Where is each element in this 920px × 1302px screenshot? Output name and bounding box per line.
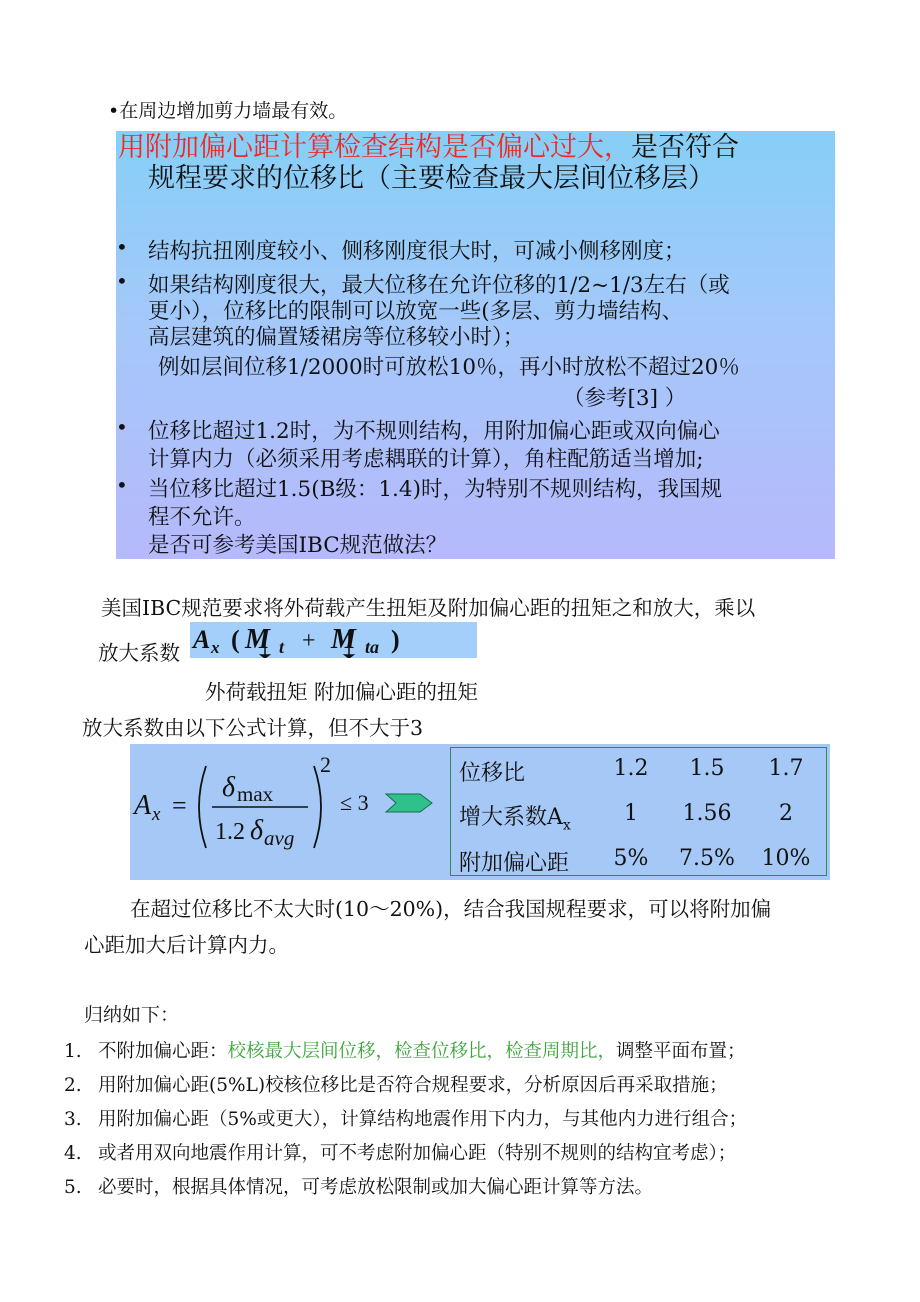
list-item — [64, 1105, 747, 1131]
factor-sentence: 放大系数由以下公式计算，但不大于3 — [82, 716, 424, 740]
table-cell: 10% — [761, 846, 811, 871]
table-cell: 1.7 — [768, 756, 804, 781]
slide-bullet-2-line1: 如果结构刚度很大，最大位移在允许位移的1/2~1/3左右（或 — [148, 273, 730, 298]
list-text-tail: 调整平面布置； — [616, 1041, 746, 1062]
bullet-marker: • — [116, 269, 128, 293]
table-cell: 1.2 — [613, 756, 649, 781]
ax-A: A — [134, 790, 152, 821]
displacement-ratio-table — [450, 747, 827, 876]
chevron-arrow-icon — [386, 794, 432, 812]
den-coef: 1.2 — [215, 819, 245, 845]
table-cell: 1.56 — [682, 801, 732, 826]
table-cell: 2 — [779, 801, 793, 826]
slide-title-line2: 规程要求的位移比（主要检查最大层间位移层） — [148, 163, 715, 194]
slide-bullet-3-line2: 计算内力（必须采用考虑耦联的计算），角柱配筋适当增加; — [148, 447, 704, 472]
list-number: 1. — [64, 1041, 82, 1062]
list-number: 2. — [64, 1075, 82, 1096]
ax-x: x — [152, 804, 161, 825]
list-item — [64, 1071, 728, 1097]
den-avg: avg — [264, 826, 295, 850]
table-label-text: 增大系数A — [459, 805, 563, 830]
exceed-paragraph-line1: 在超过位移比不太大时(10～20%)，结合我国规程要求，可以将附加偏 — [130, 897, 772, 921]
slide-bullet-1: 结构抗扭刚度较小、侧移刚度很大时，可减小侧移刚度； — [148, 239, 686, 264]
slide-bullet-2-line2: 更小），位移比的限制可以放宽一些(多层、剪力墙结构、 — [148, 299, 684, 324]
top-bullet-text: •在周边增加剪力墙最有效。 — [108, 100, 348, 122]
factor-formula-panel — [130, 744, 830, 880]
list-text: 不附加偏心距： — [98, 1041, 228, 1062]
list-text: 或者用双向地震作用计算，可不考虑附加偏心距（特别不规则的结构宜考虑）； — [98, 1143, 737, 1164]
list-item — [64, 1139, 736, 1165]
table-cell: 7.5% — [679, 846, 735, 871]
slide-panel — [116, 131, 835, 559]
slide-bullet-4-line2: 程不允许。 — [148, 505, 256, 530]
num-max: max — [237, 782, 274, 806]
ax-equals: = — [172, 791, 187, 820]
table-cell: 1.5 — [689, 756, 725, 781]
list-number: 4. — [64, 1143, 82, 1164]
table-cell: 1 — [624, 801, 638, 826]
exceed-paragraph-line2: 心距加大后计算内力。 — [84, 933, 289, 957]
list-item — [64, 1173, 653, 1199]
formula-lpar: ( — [231, 625, 240, 654]
num-delta: δ — [222, 772, 236, 803]
table-row-label — [459, 800, 571, 833]
slide-bullet-2-line4: 例如层间位移1/2000时可放松10％，再小时放松不超过20％ — [158, 355, 740, 380]
formula-term-labels: 外荷载扭矩 附加偏心距的扭矩 — [205, 680, 479, 704]
formula-rpar: ) — [391, 625, 400, 654]
slide-bullet-4-line1: 当位移比超过1.5(B级：1.4)时，为特别不规则结构，我国规 — [148, 477, 722, 502]
formula-sub-ta: ta — [365, 637, 380, 657]
formula-sub-x: x — [211, 638, 220, 657]
ibc-paragraph-line2: 放大系数 — [98, 641, 180, 665]
exponent-2: 2 — [320, 752, 331, 777]
formula-M2: M — [331, 624, 356, 655]
slide-bullet-2-line3: 高层建筑的偏置矮裙房等位移较小时）； — [148, 325, 525, 350]
table-row-label: 位移比 — [459, 761, 526, 786]
formula-plus: + — [302, 628, 316, 654]
table-cell: 5% — [613, 846, 649, 871]
right-paren — [314, 766, 321, 848]
slide-bullet-2-line5: （参考[3] ） — [563, 386, 687, 411]
list-text: 用附加偏心距(5%L)校核位移比是否符合规程要求，分析原因后再采取措施； — [98, 1075, 728, 1096]
slide-bullet-3-line1: 位移比超过1.2时，为不规则结构，用附加偏心距或双向偏心 — [148, 419, 720, 444]
list-number: 5. — [64, 1177, 82, 1198]
list-text-highlight: 校核最大层间位移，检查位移比，检查周期比， — [227, 1041, 617, 1062]
slide-bullet-4-line3: 是否可参考美国IBC规范做法？ — [148, 533, 448, 558]
le-3: ≤ 3 — [340, 790, 369, 815]
bullet-marker: • — [116, 415, 128, 439]
left-paren — [199, 766, 206, 848]
list-item — [64, 1037, 746, 1063]
slide-title-red: 用附加偏心距计算检查结构是否偏心过大， — [118, 132, 631, 163]
list-text: 必要时，根据具体情况，可考虑放松限制或加大偏心距计算等方法。 — [98, 1177, 654, 1198]
formula-M1: M — [245, 624, 270, 655]
bullet-marker: • — [116, 473, 128, 497]
formula-sub-t: t — [279, 637, 285, 657]
ibc-paragraph-line1: 美国IBC规范要求将外荷载产生扭矩及附加偏心距的扭矩之和放大，乘以 — [101, 596, 756, 620]
list-text: 用附加偏心距（5%或更大），计算结构地震作用下内力，与其他内力进行组合； — [98, 1109, 748, 1130]
amplified-torque-formula — [190, 622, 477, 658]
formula-A: A — [193, 625, 211, 654]
slide-title-black: 是否符合 — [631, 132, 739, 163]
list-number: 3. — [64, 1109, 82, 1130]
den-delta: δ — [250, 815, 264, 846]
slide-title-line1 — [118, 131, 739, 165]
summary-heading: 归纳如下： — [84, 1004, 180, 1026]
bullet-marker: • — [116, 235, 128, 259]
table-label-sub: x — [562, 817, 571, 834]
table-row-label: 附加偏心距 — [459, 851, 570, 876]
